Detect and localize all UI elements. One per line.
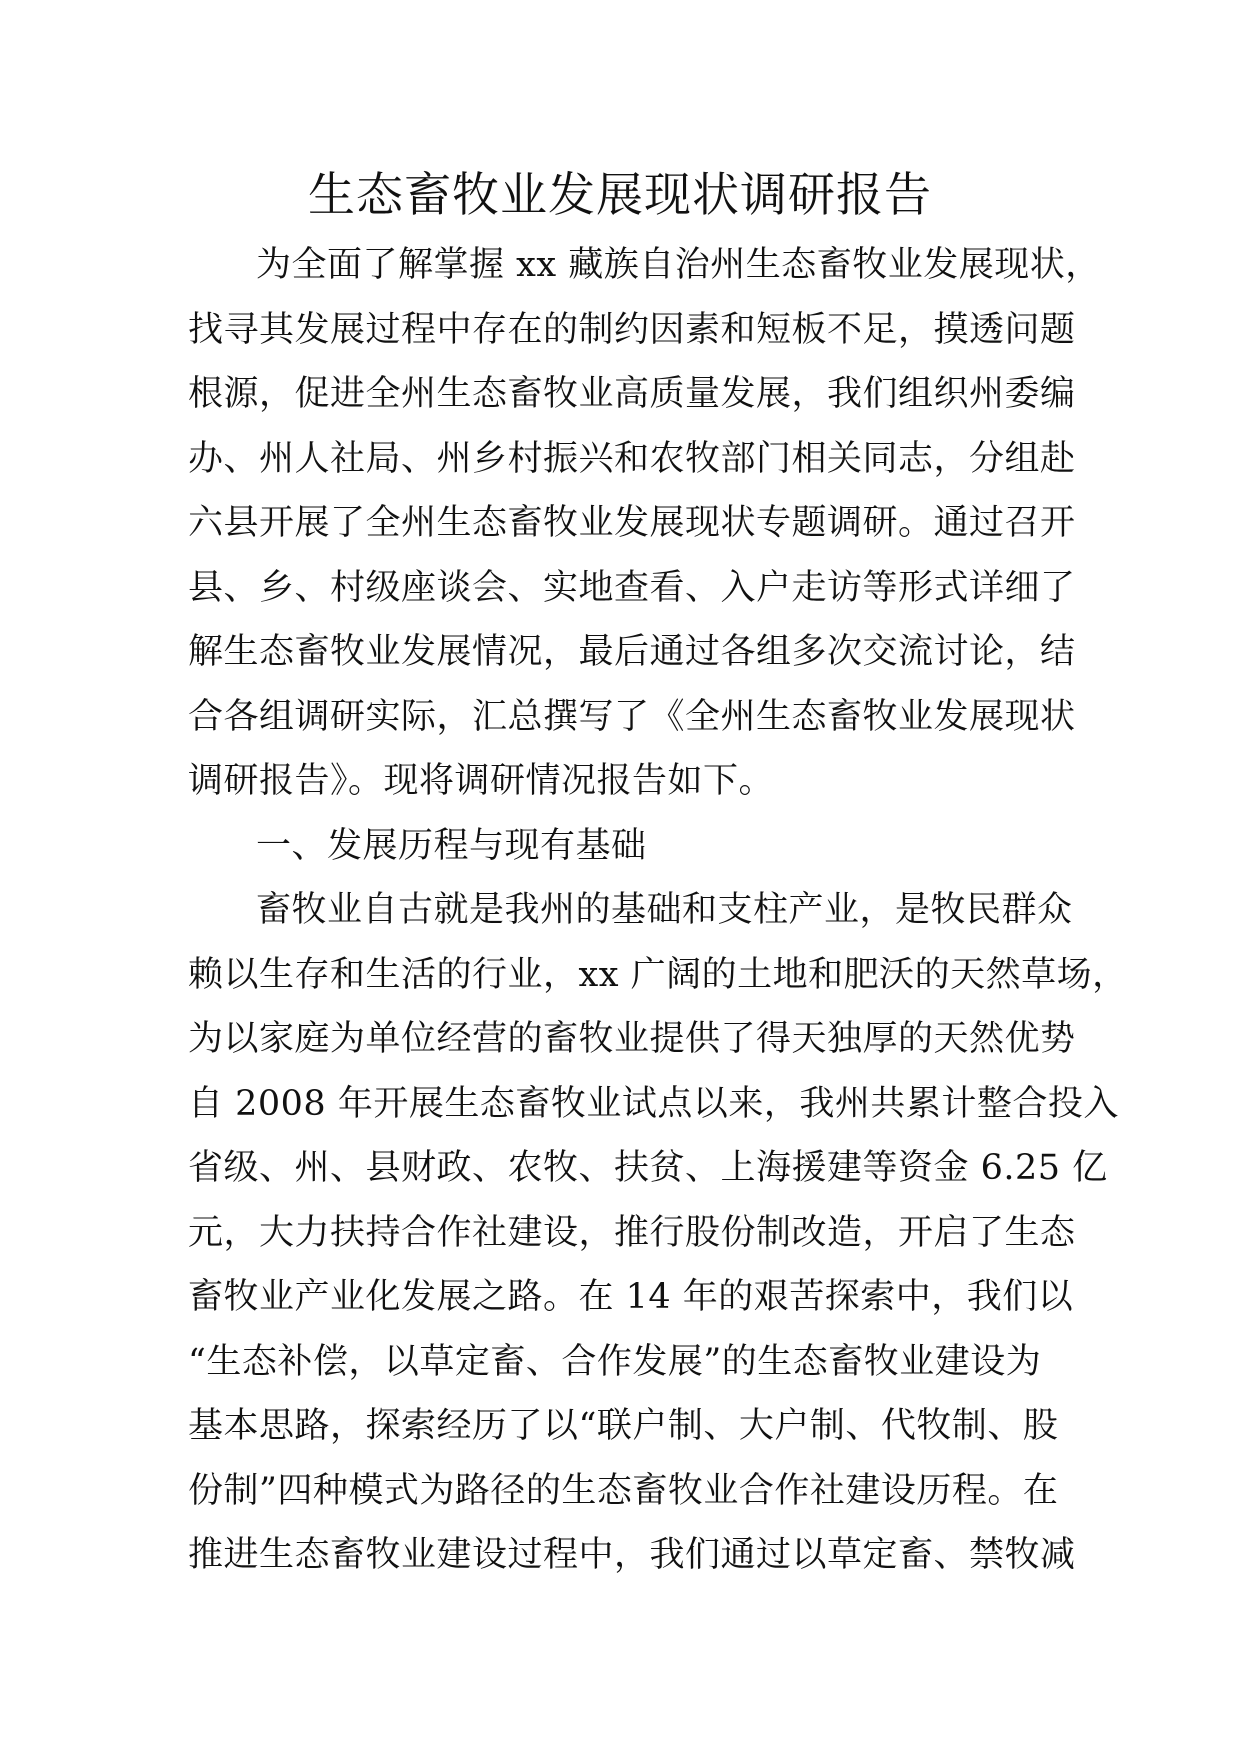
paragraph-1-line: 调研报告》。现将调研情况报告如下。	[188, 761, 775, 801]
paragraph-2-line: 自 2008 年开展生态畜牧业试点以来，我州共累计整合投入	[188, 1083, 1119, 1124]
paragraph-1-line: 合各组调研实际，汇总撰写了《全州生态畜牧业发展现状	[188, 696, 1076, 737]
section-heading: 一、发展历程与现有基础	[256, 825, 647, 866]
paragraph-2-line: “生态补偿，以草定畜、合作发展”的生态畜牧业建设为	[188, 1341, 1042, 1382]
paragraph-2-line: 为以家庭为单位经营的畜牧业提供了得天独厚的天然优势	[188, 1019, 1076, 1059]
paragraph-2-line: 基本思路，探索经历了以“联户制、大户制、代牧制、股	[188, 1406, 1059, 1446]
paragraph-1-line: 为全面了解掌握 xx 藏族自治州生态畜牧业发展现状，	[256, 245, 1101, 285]
paragraph-1-line: 解生态畜牧业发展情况，最后通过各组多次交流讨论，结	[188, 632, 1076, 672]
paragraph-2-line: 推进生态畜牧业建设过程中，我们通过以草定畜、禁牧减	[188, 1535, 1076, 1575]
document-title: 生态畜牧业发展现状调研报告	[308, 168, 932, 223]
paragraph-2-line: 畜牧业自古就是我州的基础和支柱产业，是牧民群众	[256, 890, 1073, 930]
paragraph-1-line: 找寻其发展过程中存在的制约因素和短板不足，摸透问题	[188, 309, 1076, 350]
paragraph-2-line: 省级、州、县财政、农牧、扶贫、上海援建等资金 6.25 亿	[188, 1148, 1108, 1188]
paragraph-1-line: 县、乡、村级座谈会、实地查看、入户走访等形式详细了	[188, 567, 1076, 608]
paragraph-2-line: 赖以生存和生活的行业，xx 广阔的土地和肥沃的天然草场，	[188, 954, 1128, 995]
paragraph-2-line: 份制”四种模式为路径的生态畜牧业合作社建设历程。在	[188, 1470, 1059, 1511]
paragraph-2-line: 元，大力扶持合作社建设，推行股份制改造，开启了生态	[188, 1212, 1076, 1253]
paragraph-1-line: 六县开展了全州生态畜牧业发展现状专题调研。通过召开	[188, 503, 1076, 543]
paragraph-2-line: 畜牧业产业化发展之路。在 14 年的艰苦探索中，我们以	[188, 1277, 1074, 1317]
paragraph-1-line: 办、州人社局、州乡村振兴和农牧部门相关同志，分组赴	[188, 438, 1076, 479]
document-body	[188, 233, 1128, 1588]
paragraph-1-line: 根源，促进全州生态畜牧业高质量发展，我们组织州委编	[188, 374, 1076, 414]
